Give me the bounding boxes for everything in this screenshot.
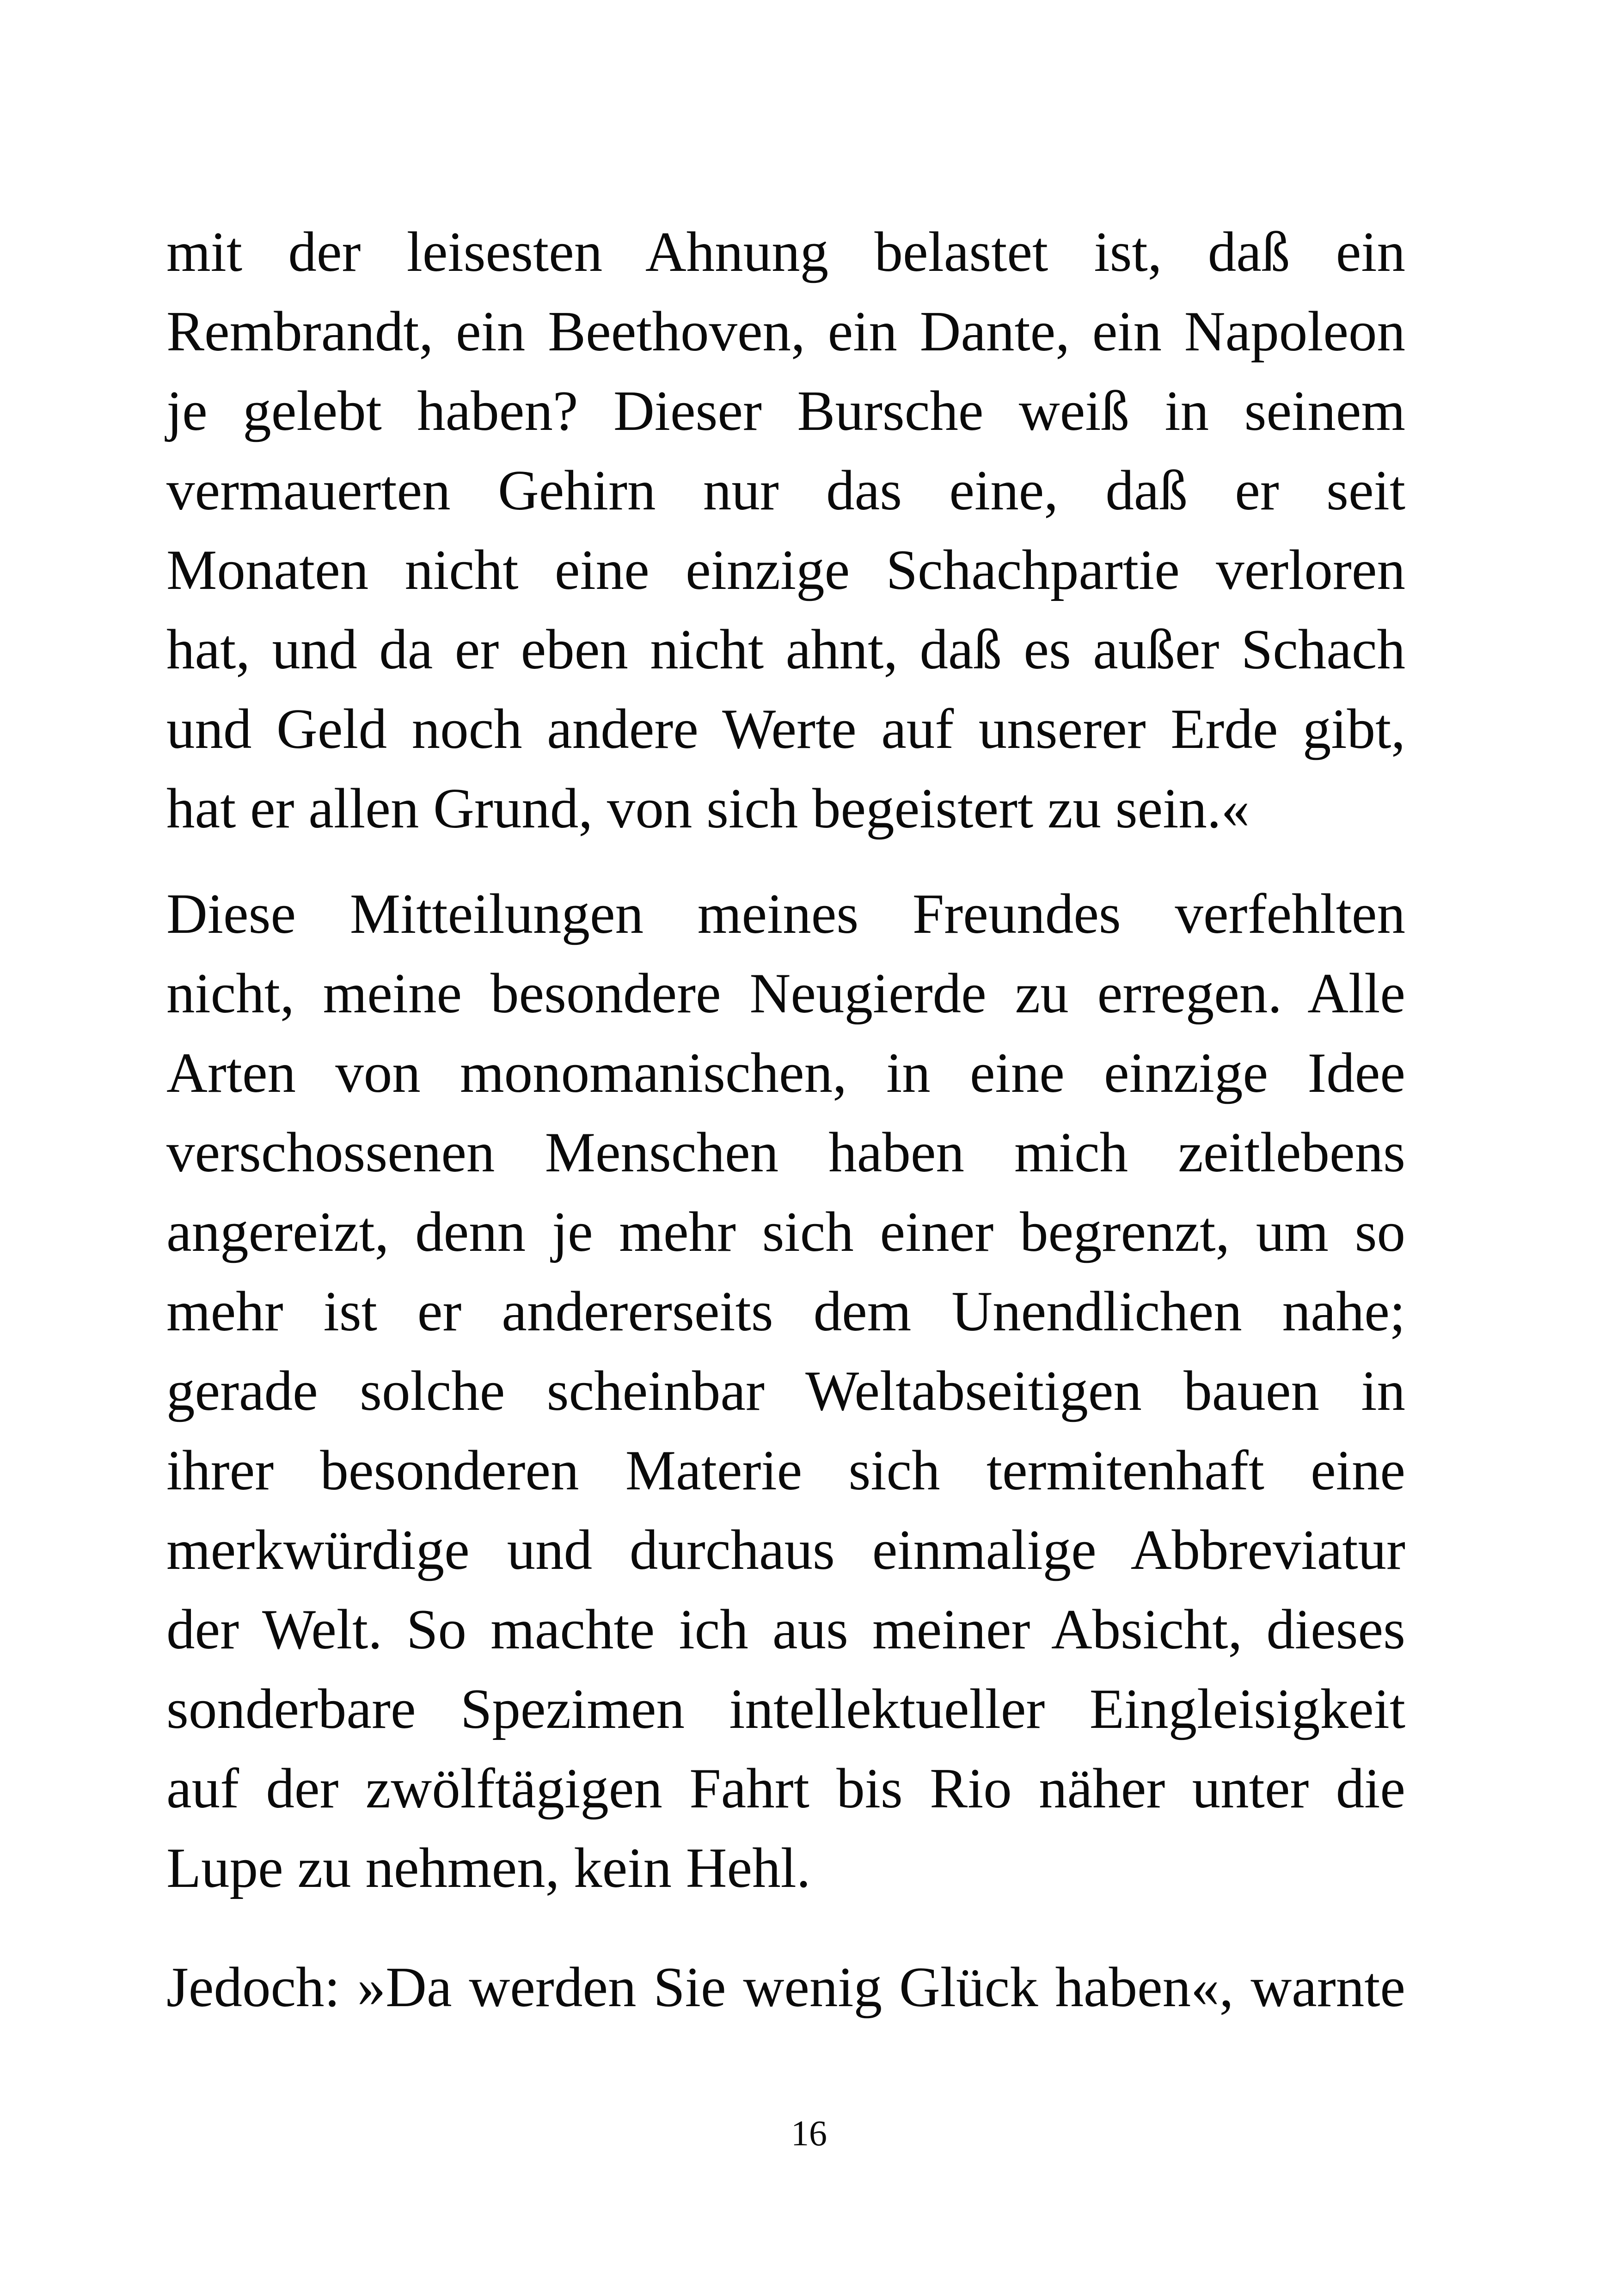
- text-line: und Geld noch andere Werte auf unserer Erde gibt,: [166, 697, 1405, 760]
- text-line: Diese Mitteilungen meines Freundes verfehlten: [166, 882, 1405, 945]
- text-line: verschossenen Menschen haben mich zeitlebens: [166, 1120, 1405, 1184]
- text-line: angereizt, denn je mehr sich einer begrenzt, um so: [166, 1200, 1405, 1263]
- text-line: mit der leisesten Ahnung belastet ist, daß ein: [166, 220, 1405, 283]
- text-line: nicht, meine besondere Neugierde zu erregen. Alle: [166, 961, 1405, 1025]
- paragraph: [166, 212, 1405, 848]
- text-line: auf der zwölftägigen Fahrt bis Rio näher unter die: [166, 1757, 1405, 1820]
- paragraph: [166, 1947, 1405, 2027]
- text-line: Rembrandt, ein Beethoven, ein Dante, ein Napoleon: [166, 300, 1405, 363]
- text-line: hat er allen Grund, von sich begeistert zu sein.«: [166, 777, 1250, 840]
- text-line: gerade solche scheinbar Weltabseitigen bauen in: [166, 1359, 1405, 1422]
- paragraph: [166, 874, 1405, 1908]
- text-line: hat, und da er eben nicht ahnt, daß es außer Schach: [166, 618, 1405, 681]
- text-line: je gelebt haben? Dieser Bursche weiß in seinem: [166, 379, 1405, 442]
- page-number: 16: [791, 2113, 827, 2153]
- text-line: merkwürdige und durchaus einmalige Abbreviatur: [166, 1518, 1405, 1581]
- text-line: ihrer besonderen Materie sich termitenhaft eine: [166, 1439, 1405, 1502]
- text-line: vermauerten Gehirn nur das eine, daß er seit: [166, 459, 1405, 522]
- text-line: mehr ist er andererseits dem Unendlichen nahe;: [166, 1280, 1405, 1343]
- text-line: Jedoch: »Da werden Sie wenig Glück haben«, warnte: [166, 1955, 1405, 2019]
- text-line: der Welt. So machte ich aus meiner Absicht, dieses: [166, 1598, 1405, 1661]
- text-line: Monaten nicht eine einzige Schachpartie verloren: [166, 538, 1405, 601]
- text-line: sonderbare Spezimen intellektueller Eingleisigkeit: [166, 1677, 1405, 1740]
- text-line: Arten von monomanischen, in eine einzige Idee: [166, 1041, 1405, 1104]
- text-line: Lupe zu nehmen, kein Hehl.: [166, 1836, 811, 1899]
